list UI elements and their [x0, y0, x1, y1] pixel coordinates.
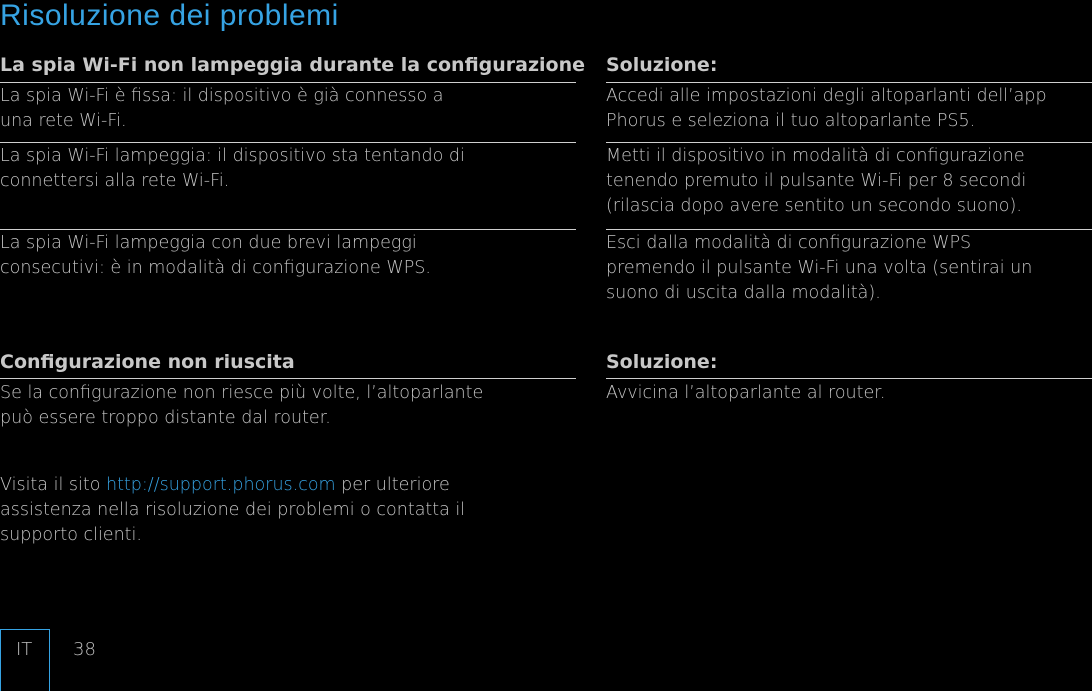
section1-row2-problem-rule [0, 229, 576, 230]
section2-problem-header-rule [0, 378, 576, 379]
support-text-before-link: Visita il sito [0, 475, 106, 495]
support-text-after-link: per ulteriore [335, 475, 450, 495]
section2-problem-header: Configurazione non riuscita [0, 351, 295, 373]
section2-solution-header-rule [606, 378, 1092, 379]
section1-row3-problem [0, 231, 560, 281]
section1-solution-header: Soluzione: [606, 54, 718, 76]
support-paragraph [0, 473, 560, 548]
section1-row2-solution-line: (rilascia dopo avere sentito un secondo suono). [606, 196, 1022, 216]
section2-problem-line: può essere troppo distante dal router. [0, 408, 331, 428]
support-line-3: supporto clienti. [0, 525, 142, 545]
section1-row1-solution [606, 84, 1092, 134]
section1-row2-solution-line: tenendo premuto il pulsante Wi-Fi per 8 secondi [606, 171, 1027, 191]
section1-row1-problem-rule [0, 142, 576, 143]
section2-solution [606, 381, 1092, 406]
section1-row2-problem [0, 144, 560, 194]
section1-row1-problem [0, 84, 560, 134]
section2-problem-line: Se la configurazione non riesce più volte, l’altoparlante [0, 383, 484, 403]
section1-row3-problem-line: La spia Wi-Fi lampeggia con due brevi lampeggi [0, 233, 417, 253]
section2-solution-line: Avvicina l’altoparlante al router. [606, 383, 886, 403]
section1-row3-solution-line: suono di uscita dalla modalità). [606, 283, 881, 303]
section1-problem-header-rule [0, 82, 576, 83]
section1-row2-problem-line: connettersi alla rete Wi-Fi. [0, 171, 230, 191]
support-line-1 [0, 473, 560, 498]
section2-solution-header: Soluzione: [606, 351, 718, 373]
page-number: 38 [73, 639, 96, 660]
support-line-2: assistenza nella risoluzione dei problemi o contatta il [0, 500, 466, 520]
section1-row3-solution-line: premendo il pulsante Wi-Fi una volta (sentirai un [606, 258, 1033, 278]
section1-row2-solution-rule [606, 229, 1092, 230]
section1-row1-problem-line: una rete Wi-Fi. [0, 111, 127, 131]
section1-row3-solution-line: Esci dalla modalità di configurazione WPS [606, 233, 972, 253]
section1-row1-solution-line: Phorus e seleziona il tuo altoparlante PS5. [606, 111, 976, 131]
section1-row1-solution-rule [606, 142, 1092, 143]
section1-row1-solution-line: Accedi alle impostazioni degli altoparlanti dell’app [606, 86, 1047, 106]
section1-problem-header: La spia Wi-Fi non lampeggia durante la configurazione [0, 54, 586, 76]
section1-row2-solution [606, 144, 1092, 219]
language-label: IT [16, 639, 33, 660]
page-title: Risoluzione dei problemi [0, 0, 339, 32]
section1-solution-header-rule [606, 82, 1092, 83]
section1-row3-solution [606, 231, 1092, 306]
section1-row3-problem-line: consecutivi: è in modalità di configurazione WPS. [0, 258, 431, 278]
section1-row1-problem-line: La spia Wi-Fi è fissa: il dispositivo è già connesso a [0, 86, 444, 106]
section2-problem [0, 381, 560, 431]
support-link[interactable]: http://support.phorus.com [105, 475, 336, 495]
section1-row2-problem-line: La spia Wi-Fi lampeggia: il dispositivo sta tentando di [0, 146, 465, 166]
section1-row2-solution-line: Metti il dispositivo in modalità di configurazione [606, 146, 1025, 166]
